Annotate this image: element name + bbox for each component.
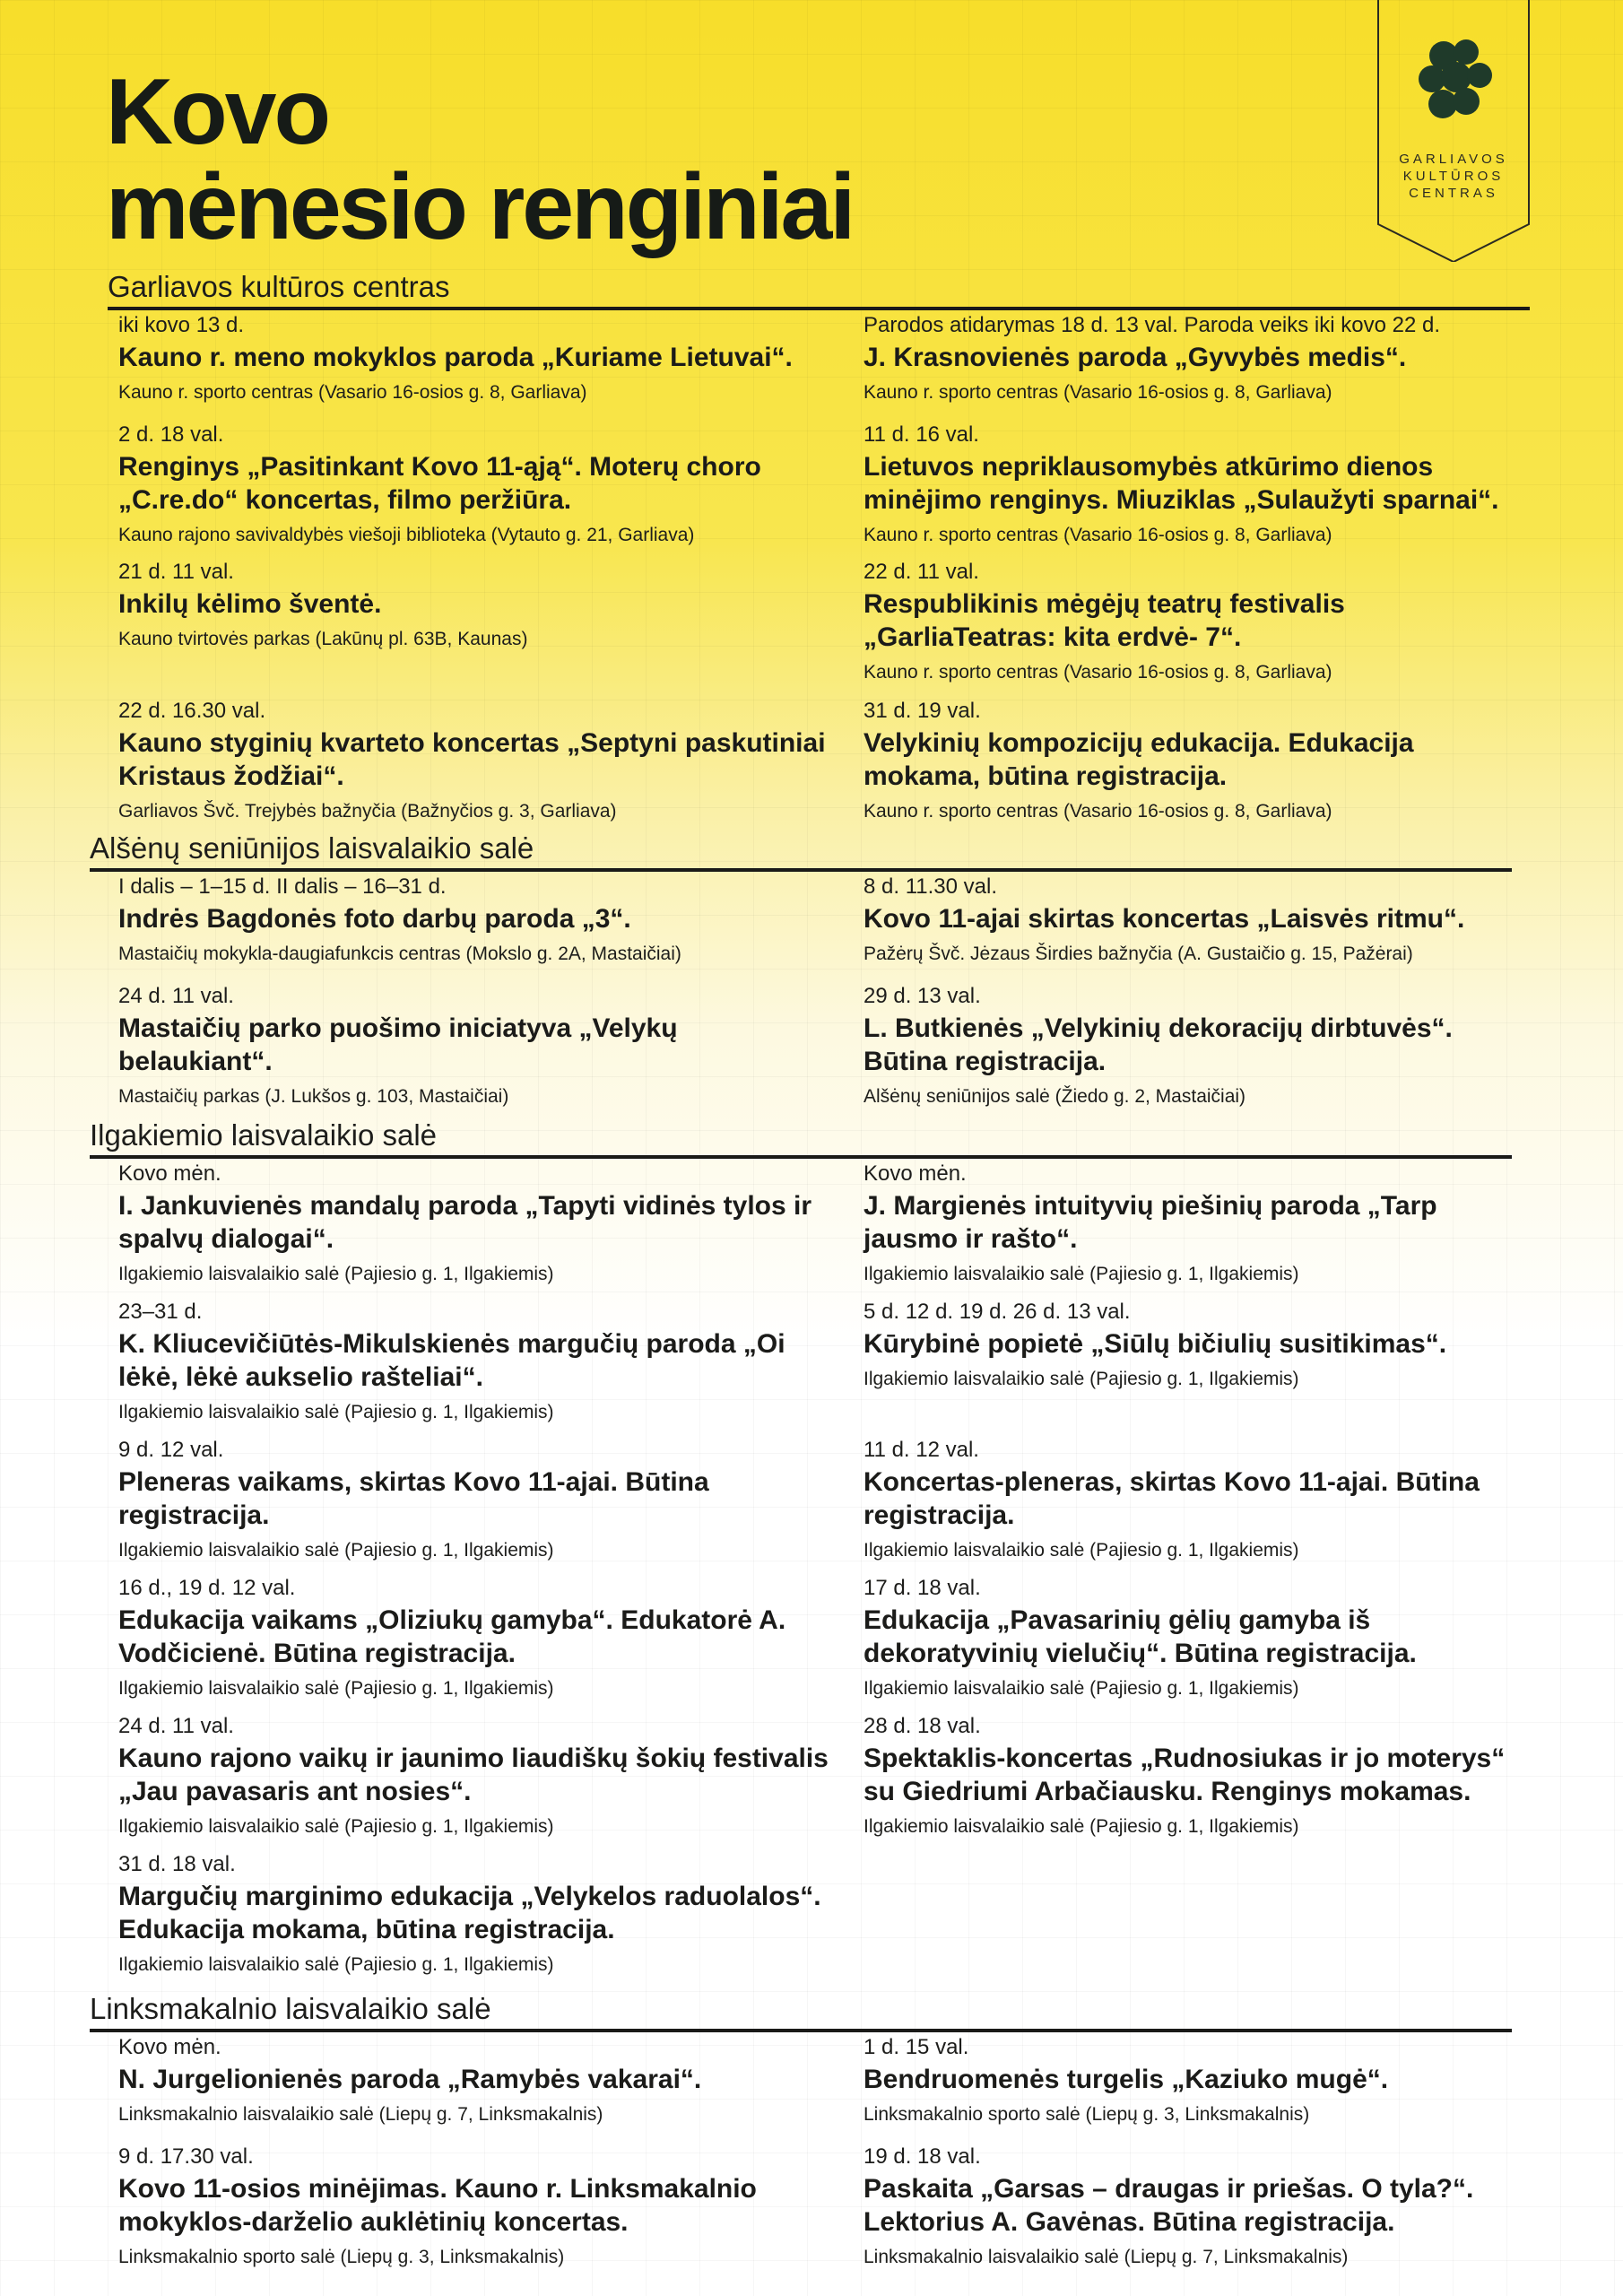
- event-date: 1 d. 15 val.: [864, 2035, 969, 2059]
- event-title: Kauno styginių kvarteto koncertas „Septyni paskutiniai Kristaus žodžiai“.: [118, 728, 826, 791]
- event-item: [118, 1297, 836, 1426]
- event-title: Respublikinis mėgėjų teatrų festivalis „GarliaTeatras: kita erdvė- 7“.: [864, 589, 1345, 652]
- event-location: Ilgakiemio laisvalaikio salė (Pajiesio g. 1, Ilgakiemis): [118, 1816, 554, 1837]
- event-title: Velykinių kompozicijų edukacija. Edukacija mokama, būtina registracija.: [864, 728, 1414, 791]
- event-title: Edukacija „Pavasarinių gėlių gamyba iš dekoratyvinių vielučių“. Būtina registracija.: [864, 1605, 1417, 1668]
- event-item: [118, 1849, 836, 1979]
- event-location: Ilgakiemio laisvalaikio salė (Pajiesio g. 1, Ilgakiemis): [118, 1540, 554, 1561]
- event-title: J. Margienės intuityvių piešinių paroda „Tarp jausmo ir rašto“.: [864, 1191, 1437, 1254]
- event-item: [118, 420, 836, 549]
- event-location: Kauno r. sporto centras (Vasario 16-osios g. 8, Garliava): [864, 382, 1332, 403]
- section-linksmakalnio: [90, 1991, 1512, 2267]
- event-location: Kauno r. sporto centras (Vasario 16-osios g. 8, Garliava): [864, 662, 1332, 683]
- event-item: [118, 310, 793, 406]
- event-item: [118, 981, 836, 1110]
- logo-line3: CENTRAS: [1409, 186, 1498, 201]
- event-location: Linksmakalnio laisvalaikio salė (Liepų g. 7, Linksmakalnis): [864, 2247, 1349, 2267]
- event-location: Ilgakiemio laisvalaikio salė (Pajiesio g. 1, Ilgakiemis): [864, 1678, 1299, 1699]
- event-location: Kauno r. sporto centras (Vasario 16-osios g. 8, Garliava): [864, 801, 1332, 822]
- event-location: Ilgakiemio laisvalaikio salė (Pajiesio g. 1, Ilgakiemis): [118, 1954, 554, 1975]
- logo-badge-icon: [1376, 0, 1531, 262]
- event-title: Pleneras vaikams, skirtas Kovo 11-ajai. Būtina registracija.: [118, 1467, 709, 1530]
- event-item: [118, 2142, 836, 2271]
- event-date: 23–31 d.: [118, 1300, 203, 1324]
- event-location: Ilgakiemio laisvalaikio salė (Pajiesio g. 1, Ilgakiemis): [118, 1264, 554, 1284]
- event-title: Paskaita „Garsas – draugas ir priešas. O tyla?“. Lektorius A. Gavėnas. Būtina registracija.: [864, 2174, 1474, 2237]
- event-item: [864, 1297, 1446, 1393]
- event-date: 22 d. 11 val.: [864, 560, 979, 584]
- event-title: Mastaičių parko puošimo iniciatyva „Velykų belaukiant“.: [118, 1013, 678, 1076]
- event-title: Edukacija vaikams „Oliziukų gamyba“. Edukatorė A. Vodčicienė. Būtina registracija.: [118, 1605, 786, 1668]
- event-location: Ilgakiemio laisvalaikio salė (Pajiesio g. 1, Ilgakiemis): [864, 1369, 1299, 1389]
- event-location: Ilgakiemio laisvalaikio salė (Pajiesio g. 1, Ilgakiemis): [864, 1540, 1299, 1561]
- event-title: N. Jurgelionienės paroda „Ramybės vakarai“.: [118, 2065, 702, 2094]
- event-date: 2 d. 18 val.: [118, 422, 224, 447]
- section-ilgakiemio: [90, 1118, 1512, 1975]
- section-title: Garliavos kultūros centras: [108, 270, 450, 303]
- event-item: [118, 1573, 836, 1702]
- event-location: Garliavos Švč. Trejybės bažnyčia (Bažnyčios g. 3, Garliava): [118, 801, 617, 822]
- event-item: [864, 1435, 1527, 1564]
- event-date: 22 d. 16.30 val.: [118, 699, 266, 723]
- event-title: K. Kliucevičiūtės-Mikulskienės margučių paroda „Oi lėkė, lėkė aukselio rašteliai“.: [118, 1329, 785, 1392]
- event-date: 16 d., 19 d. 12 val.: [118, 1576, 296, 1600]
- event-date: 17 d. 18 val.: [864, 1576, 981, 1600]
- event-title: Kovo 11-osios minėjimas. Kauno r. Linksmakalnio mokyklos-darželio auklėtinių koncertas.: [118, 2174, 757, 2237]
- event-title: J. Krasnovienės paroda „Gyvybės medis“.: [864, 343, 1407, 372]
- event-title: Margučių marginimo edukacija „Velykelos raduolalos“. Edukacija mokama, būtina registracija.: [118, 1882, 821, 1944]
- event-title: Inkilų kėlimo šventė.: [118, 589, 382, 619]
- garliavos-kulturos-centras-logo: [1376, 0, 1531, 262]
- event-date: iki kovo 13 d.: [118, 313, 245, 337]
- event-date: 11 d. 16 val.: [864, 422, 979, 447]
- event-date: 28 d. 18 val.: [864, 1714, 981, 1738]
- event-title: Renginys „Pasitinkant Kovo 11-ąją“. Moterų choro „C.re.do“ koncertas, filmo peržiūra.: [118, 452, 761, 515]
- event-date: 9 d. 17.30 val.: [118, 2144, 254, 2169]
- event-location: Kauno tvirtovės parkas (Lakūnų pl. 63B, Kaunas): [118, 629, 528, 649]
- event-title: I. Jankuvienės mandalų paroda „Tapyti vidinės tylos ir spalvų dialogai“.: [118, 1191, 812, 1254]
- section-title: Linksmakalnio laisvalaikio salė: [90, 1992, 491, 2025]
- event-title: Koncertas-pleneras, skirtas Kovo 11-ajai. Būtina registracija.: [864, 1467, 1480, 1530]
- event-date: Kovo mėn.: [118, 1161, 221, 1186]
- event-date: I dalis – 1–15 d. II dalis – 16–31 d.: [118, 874, 447, 899]
- event-item: [864, 1711, 1527, 1840]
- event-location: Kauno r. sporto centras (Vasario 16-osios g. 8, Garliava): [118, 382, 587, 403]
- section-title: Ilgakiemio laisvalaikio salė: [90, 1118, 438, 1152]
- event-location: Alšėnų seniūnijos salė (Žiedo g. 2, Mastaičiai): [864, 1086, 1246, 1107]
- logo-line1: GARLIAVOS: [1399, 152, 1508, 167]
- event-date: 21 d. 11 val.: [118, 560, 234, 584]
- event-location: Linksmakalnio sporto salė (Liepų g. 3, Linksmakalnis): [118, 2247, 565, 2267]
- event-item: [118, 696, 836, 825]
- event-item: [864, 2142, 1527, 2271]
- event-item: [864, 872, 1464, 968]
- event-location: Kauno rajono savivaldybės viešoji biblioteka (Vytauto g. 21, Garliava): [118, 525, 695, 545]
- event-date: 29 d. 13 val.: [864, 984, 981, 1008]
- event-location: Mastaičių mokykla-daugiafunkcis centras (Mokslo g. 2A, Mastaičiai): [118, 944, 681, 964]
- event-location: Pažėrų Švč. Jėzaus Širdies bažnyčia (A. Gustaičio g. 15, Pažėrai): [864, 944, 1413, 964]
- event-location: Ilgakiemio laisvalaikio salė (Pajiesio g. 1, Ilgakiemis): [118, 1402, 554, 1422]
- event-title: Kūrybinė popietė „Siūlų bičiulių susitikimas“.: [864, 1329, 1447, 1359]
- page-title-line1: Kovo: [106, 60, 328, 164]
- page-title: [106, 60, 854, 259]
- event-date: 31 d. 18 val.: [118, 1852, 236, 1876]
- event-item: [864, 557, 1527, 686]
- event-title: Kauno rajono vaikų ir jaunimo liaudiškų šokių festivalis „Jau pavasaris ant nosies“.: [118, 1744, 829, 1806]
- event-date: 19 d. 18 val.: [864, 2144, 981, 2169]
- event-date: 24 d. 11 val.: [118, 984, 234, 1008]
- event-item: [864, 1159, 1527, 1288]
- event-item: [864, 2032, 1388, 2128]
- event-title: Kovo 11-ajai skirtas koncertas „Laisvės ritmu“.: [864, 904, 1465, 934]
- event-location: Ilgakiemio laisvalaikio salė (Pajiesio g. 1, Ilgakiemis): [864, 1816, 1299, 1837]
- event-item: [118, 1435, 836, 1564]
- event-date: 8 d. 11.30 val.: [864, 874, 997, 899]
- event-title: Lietuvos nepriklausomybės atkūrimo dienos minėjimo renginys. Miuziklas „Sulaužyti sparnai“.: [864, 452, 1499, 515]
- event-date: 24 d. 11 val.: [118, 1714, 234, 1738]
- event-date: 31 d. 19 val.: [864, 699, 981, 723]
- event-date: 5 d. 12 d. 19 d. 26 d. 13 val.: [864, 1300, 1131, 1324]
- event-item: [118, 872, 681, 968]
- event-date: Kovo mėn.: [864, 1161, 967, 1186]
- event-title: Bendruomenės turgelis „Kaziuko mugė“.: [864, 2065, 1389, 2094]
- section-title: Alšėnų seniūnijos laisvalaikio salė: [90, 831, 534, 865]
- event-item: [864, 981, 1527, 1110]
- event-item: [118, 1711, 836, 1840]
- logo-line2: KULTŪROS: [1402, 169, 1505, 184]
- event-location: Ilgakiemio laisvalaikio salė (Pajiesio g. 1, Ilgakiemis): [118, 1678, 554, 1699]
- section-alsenu: [90, 831, 1512, 1107]
- event-location: Linksmakalnio laisvalaikio salė (Liepų g. 7, Linksmakalnis): [118, 2104, 603, 2125]
- event-date: Parodos atidarymas 18 d. 13 val. Paroda veiks iki kovo 22 d.: [864, 313, 1441, 337]
- event-location: Mastaičių parkas (J. Lukšos g. 103, Mastaičiai): [118, 1086, 509, 1107]
- event-location: Kauno r. sporto centras (Vasario 16-osios g. 8, Garliava): [864, 525, 1332, 545]
- event-item: [864, 310, 1440, 406]
- event-location: Linksmakalnio sporto salė (Liepų g. 3, Linksmakalnis): [864, 2104, 1310, 2125]
- event-item: [864, 696, 1527, 825]
- event-item: [864, 420, 1527, 549]
- event-item: [864, 1573, 1527, 1702]
- event-title: Spektaklis-koncertas „Rudnosiukas ir jo moterys“ su Giedriumi Arbačiausku. Renginys mokamas.: [864, 1744, 1506, 1806]
- section-garliavos: [108, 269, 1530, 822]
- event-title: Indrės Bagdonės foto darbų paroda „3“.: [118, 904, 631, 934]
- page-title-line2: mėnesio renginiai: [106, 155, 854, 259]
- event-date: 11 d. 12 val.: [864, 1438, 979, 1462]
- event-title: L. Butkienės „Velykinių dekoracijų dirbtuvės“. Būtina registracija.: [864, 1013, 1453, 1076]
- logo-text: [1376, 151, 1531, 202]
- event-item: [118, 2032, 701, 2128]
- event-item: [118, 557, 527, 653]
- event-title: Kauno r. meno mokyklos paroda „Kuriame Lietuvai“.: [118, 343, 793, 372]
- event-item: [118, 1159, 836, 1288]
- event-date: 9 d. 12 val.: [118, 1438, 224, 1462]
- event-date: Kovo mėn.: [118, 2035, 221, 2059]
- event-location: Ilgakiemio laisvalaikio salė (Pajiesio g. 1, Ilgakiemis): [864, 1264, 1299, 1284]
